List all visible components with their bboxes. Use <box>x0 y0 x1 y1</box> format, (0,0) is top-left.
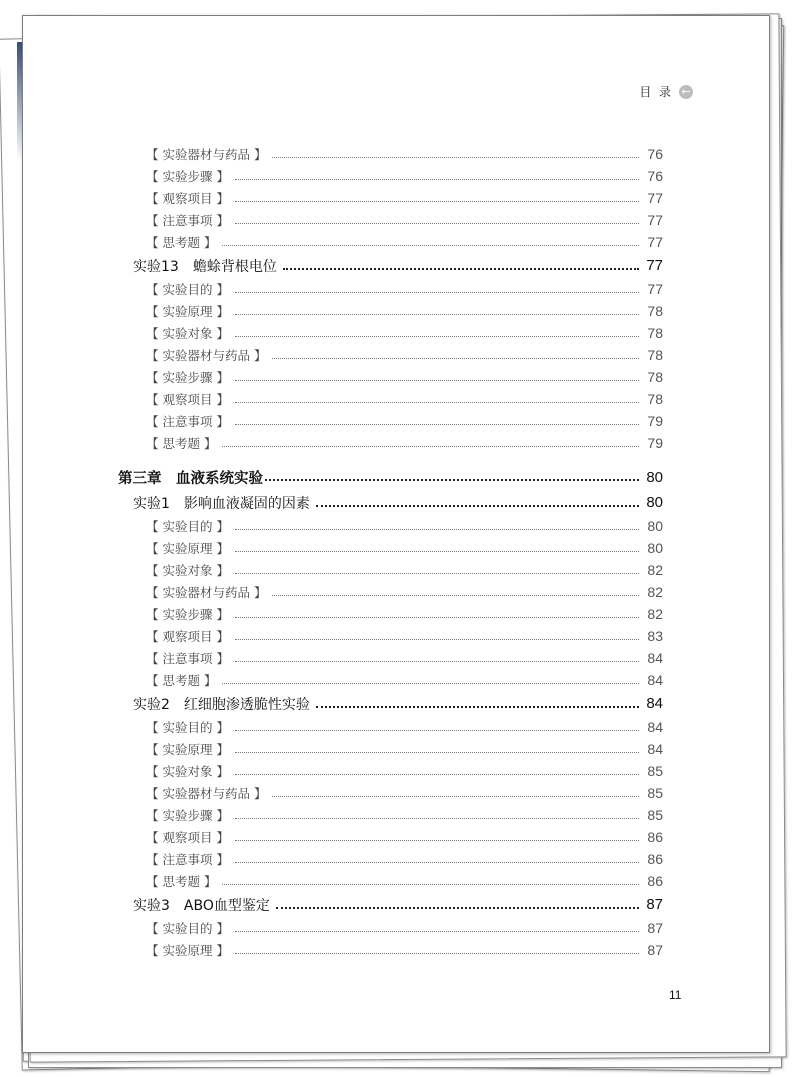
entry-page: 79 <box>647 413 663 429</box>
dot-leader <box>235 380 639 381</box>
toc-experiment-entry[interactable] <box>23 490 663 515</box>
entry-page: 77 <box>647 190 663 206</box>
entry-page: 80 <box>647 518 663 534</box>
dot-leader <box>316 706 639 708</box>
dot-leader <box>235 931 639 932</box>
entry-label: 【 注意事项 】 <box>146 852 229 867</box>
toc-section-entry[interactable] <box>23 165 663 187</box>
toc-section-entry[interactable] <box>23 231 663 253</box>
toc-section-entry[interactable] <box>23 278 663 300</box>
dot-leader <box>235 223 639 224</box>
toc-section-entry[interactable] <box>23 826 663 848</box>
entry-label: 【 实验原理 】 <box>146 541 229 556</box>
entry-page: 78 <box>647 303 663 319</box>
entry-page: 87 <box>647 920 663 936</box>
dot-leader <box>272 796 639 797</box>
entry-page: 85 <box>647 807 663 823</box>
dot-leader <box>222 245 639 246</box>
entry-page: 77 <box>647 281 663 297</box>
toc-section-entry[interactable] <box>23 559 663 581</box>
entry-label: 【 实验步骤 】 <box>146 169 229 184</box>
entry-label: 【 实验步骤 】 <box>146 808 229 823</box>
entry-page: 84 <box>646 695 663 712</box>
dot-leader <box>316 505 639 507</box>
entry-page: 85 <box>647 785 663 801</box>
entry-page: 78 <box>647 325 663 341</box>
entry-label: 实验3 ABO血型鉴定 <box>133 897 270 914</box>
dot-leader <box>222 446 639 447</box>
toc-section-entry[interactable] <box>23 143 663 165</box>
dot-leader <box>272 157 639 158</box>
entry-label: 【 实验对象 】 <box>146 764 229 779</box>
dot-leader <box>235 292 639 293</box>
toc-section-entry[interactable] <box>23 804 663 826</box>
toc-section-entry[interactable] <box>23 647 663 669</box>
toc-experiment-entry[interactable] <box>23 691 663 716</box>
entry-label: 【 观察项目 】 <box>146 191 229 206</box>
dot-leader <box>235 774 639 775</box>
entry-page: 86 <box>647 829 663 845</box>
toc-section-entry[interactable] <box>23 209 663 231</box>
dot-leader <box>235 551 639 552</box>
dot-leader <box>235 661 639 662</box>
toc-section-entry[interactable] <box>23 388 663 410</box>
dot-leader <box>235 752 639 753</box>
entry-page: 79 <box>647 435 663 451</box>
entry-page: 87 <box>646 896 663 913</box>
toc-section-entry[interactable] <box>23 581 663 603</box>
toc-section-entry[interactable] <box>23 738 663 760</box>
entry-page: 78 <box>647 347 663 363</box>
toc-section-entry[interactable] <box>23 300 663 322</box>
dot-leader <box>276 907 639 909</box>
toc-section-entry[interactable] <box>23 939 663 961</box>
dot-leader <box>222 884 639 885</box>
entry-label: 【 实验对象 】 <box>146 563 229 578</box>
entry-page: 84 <box>647 741 663 757</box>
back-arrow-icon: ← <box>679 85 693 99</box>
header-title: 目 录 <box>639 85 671 99</box>
dot-leader <box>235 573 639 574</box>
entry-page: 80 <box>646 468 663 486</box>
entry-label: 【 实验目的 】 <box>146 921 229 936</box>
page-number: 11 <box>669 988 682 1002</box>
entry-page: 85 <box>647 763 663 779</box>
entry-label: 【 注意事项 】 <box>146 414 229 429</box>
entry-label: 实验13 蟾蜍背根电位 <box>133 258 277 275</box>
dot-leader <box>272 595 639 596</box>
dot-leader <box>235 818 639 819</box>
dot-leader <box>265 479 639 481</box>
toc-section-entry[interactable] <box>23 782 663 804</box>
dot-leader <box>235 424 639 425</box>
entry-page: 84 <box>647 719 663 735</box>
book-page <box>22 15 770 1053</box>
toc-section-entry[interactable] <box>23 366 663 388</box>
entry-page: 77 <box>647 234 663 250</box>
dot-leader <box>235 862 639 863</box>
entry-label: 【 实验对象 】 <box>146 326 229 341</box>
entry-label: 【 实验步骤 】 <box>146 607 229 622</box>
toc-experiment-entry[interactable] <box>23 253 663 278</box>
entry-page: 84 <box>647 650 663 666</box>
entry-label: 【 实验目的 】 <box>146 519 229 534</box>
entry-label: 【 注意事项 】 <box>146 213 229 228</box>
entry-page: 77 <box>647 212 663 228</box>
entry-label: 【 实验目的 】 <box>146 720 229 735</box>
dot-leader <box>283 268 639 270</box>
entry-label: 【 实验器材与药品 】 <box>146 786 267 801</box>
toc-section-entry[interactable] <box>23 344 663 366</box>
entry-page: 80 <box>646 494 663 511</box>
entry-label: 【 观察项目 】 <box>146 629 229 644</box>
entry-label: 实验1 影响血液凝固的因素 <box>133 495 310 512</box>
entry-label: 【 观察项目 】 <box>146 392 229 407</box>
table-of-contents <box>23 143 769 961</box>
toc-section-entry[interactable] <box>23 848 663 870</box>
entry-label: 【 思考题 】 <box>146 235 217 250</box>
entry-page: 82 <box>647 584 663 600</box>
entry-page: 84 <box>647 672 663 688</box>
dot-leader <box>235 617 639 618</box>
entry-label: 【 实验器材与药品 】 <box>146 585 267 600</box>
entry-label: 第三章 血液系统实验 <box>118 470 263 487</box>
entry-page: 82 <box>647 562 663 578</box>
toc-section-entry[interactable] <box>23 716 663 738</box>
toc-section-entry[interactable] <box>23 870 663 892</box>
toc-section-entry[interactable] <box>23 322 663 344</box>
toc-section-entry[interactable] <box>23 432 663 454</box>
dot-leader <box>272 358 639 359</box>
entry-label: 【 观察项目 】 <box>146 830 229 845</box>
entry-page: 78 <box>647 369 663 385</box>
entry-label: 实验2 红细胞渗透脆性实验 <box>133 696 310 713</box>
dot-leader <box>235 529 639 530</box>
toc-section-entry[interactable] <box>23 917 663 939</box>
toc-section-entry[interactable] <box>23 625 663 647</box>
entry-page: 78 <box>647 391 663 407</box>
dot-leader <box>235 730 639 731</box>
entry-label: 【 注意事项 】 <box>146 651 229 666</box>
dot-leader <box>235 314 639 315</box>
dot-leader <box>235 639 639 640</box>
entry-page: 77 <box>646 257 663 274</box>
entry-page: 86 <box>647 851 663 867</box>
toc-section-entry[interactable] <box>23 537 663 559</box>
dot-leader <box>235 402 639 403</box>
dot-leader <box>235 840 639 841</box>
entry-label: 【 实验器材与药品 】 <box>146 348 267 363</box>
entry-label: 【 实验原理 】 <box>146 742 229 757</box>
dot-leader <box>235 201 639 202</box>
toc-section-entry[interactable] <box>23 515 663 537</box>
dot-leader <box>235 179 639 180</box>
entry-label: 【 实验步骤 】 <box>146 370 229 385</box>
running-header <box>639 83 693 100</box>
entry-page: 87 <box>647 942 663 958</box>
entry-label: 【 实验原理 】 <box>146 304 229 319</box>
toc-section-entry[interactable] <box>23 603 663 625</box>
entry-label: 【 实验目的 】 <box>146 282 229 297</box>
entry-page: 83 <box>647 628 663 644</box>
dot-leader <box>222 683 639 684</box>
toc-section-entry[interactable] <box>23 410 663 432</box>
dot-leader <box>235 336 639 337</box>
entry-page: 76 <box>647 168 663 184</box>
entry-page: 76 <box>647 146 663 162</box>
entry-label: 【 思考题 】 <box>146 436 217 451</box>
entry-page: 80 <box>647 540 663 556</box>
entry-page: 86 <box>647 873 663 889</box>
toc-section-entry[interactable] <box>23 669 663 691</box>
toc-experiment-entry[interactable] <box>23 892 663 917</box>
dot-leader <box>235 953 639 954</box>
entry-label: 【 实验原理 】 <box>146 943 229 958</box>
toc-section-entry[interactable] <box>23 760 663 782</box>
entry-label: 【 思考题 】 <box>146 874 217 889</box>
toc-chapter-entry[interactable] <box>23 464 663 490</box>
entry-label: 【 思考题 】 <box>146 673 217 688</box>
entry-label: 【 实验器材与药品 】 <box>146 147 267 162</box>
toc-section-entry[interactable] <box>23 187 663 209</box>
entry-page: 82 <box>647 606 663 622</box>
